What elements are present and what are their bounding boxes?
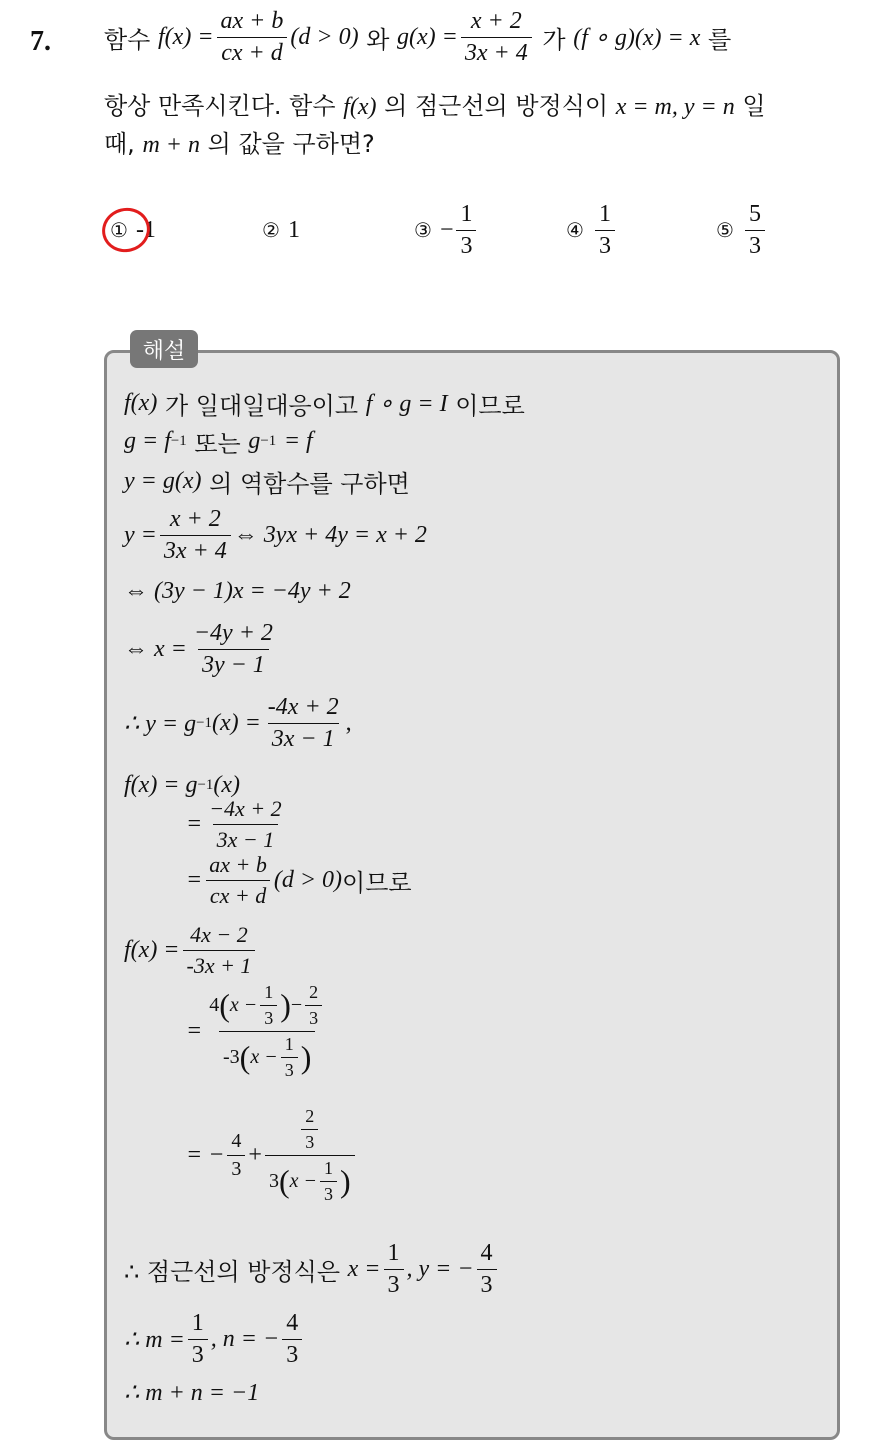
solution-math: y = bbox=[124, 522, 157, 548]
question-text: 때, bbox=[104, 130, 135, 158]
question-word: 가 bbox=[542, 26, 566, 54]
choice-marker: ① bbox=[110, 218, 128, 242]
solution-text: 또는 bbox=[194, 430, 241, 458]
solution-line bbox=[124, 1310, 305, 1369]
numerator: 4 bbox=[480, 1240, 493, 1266]
right-paren: ) bbox=[300, 1039, 312, 1075]
numerator: 2 bbox=[309, 982, 319, 1002]
choice-numerator: 1 bbox=[598, 200, 611, 227]
solution-math: = bbox=[186, 867, 203, 893]
denominator: 3 bbox=[384, 1269, 404, 1299]
choice-value: -1 bbox=[135, 216, 156, 243]
fraction bbox=[260, 982, 277, 1029]
g-fraction bbox=[461, 8, 532, 67]
question-math: x = m, y = n bbox=[615, 94, 735, 120]
solution-math: (d > 0) bbox=[273, 867, 343, 893]
numerator: 4 bbox=[231, 1130, 242, 1152]
operator: + bbox=[248, 1142, 262, 1168]
denominator: 3x + 4 bbox=[160, 535, 231, 565]
choice-fraction bbox=[456, 201, 476, 260]
fraction bbox=[477, 1240, 497, 1299]
denominator: 3 bbox=[227, 1155, 245, 1181]
choice-3[interactable] bbox=[414, 200, 479, 260]
choice-numerator: 1 bbox=[460, 200, 473, 227]
fraction bbox=[282, 1310, 302, 1369]
choice-fraction bbox=[745, 201, 765, 260]
solution-math: (x) = bbox=[211, 710, 261, 736]
superscript: −1 bbox=[260, 433, 277, 449]
solution-text: 가 일대일대응이고 bbox=[164, 392, 359, 420]
numerator: −4y + 2 bbox=[193, 620, 273, 646]
denominator bbox=[265, 1155, 355, 1205]
solution-math: ∴ m = bbox=[124, 1327, 185, 1353]
denominator: 3 bbox=[188, 1339, 208, 1369]
coefficient: 3 bbox=[268, 1170, 279, 1192]
numerator: −4x + 2 bbox=[209, 796, 282, 821]
choice-2[interactable] bbox=[262, 200, 300, 260]
numerator: -4x + 2 bbox=[267, 694, 339, 720]
question-word: 를 bbox=[708, 26, 732, 54]
question-text: 항상 만족시킨다. 함수 bbox=[104, 92, 336, 120]
solution-math: ∴ y = g bbox=[124, 711, 197, 737]
solution-line bbox=[186, 852, 412, 909]
numerator: 2 bbox=[305, 1106, 315, 1126]
denominator: 3y − 1 bbox=[198, 649, 269, 679]
term: x − bbox=[229, 994, 258, 1016]
solution-math: x = bbox=[347, 1256, 381, 1282]
fraction bbox=[205, 852, 271, 909]
coefficient: -3 bbox=[223, 1046, 240, 1068]
fraction bbox=[160, 506, 231, 565]
solution-math: = f bbox=[283, 428, 313, 454]
numerator: ax + b bbox=[209, 852, 267, 877]
fraction bbox=[183, 922, 256, 979]
numerator: 1 bbox=[284, 1034, 294, 1054]
question-text: 의 점근선의 방정식이 bbox=[384, 92, 609, 120]
fraction bbox=[205, 796, 285, 853]
superscript: −1 bbox=[196, 715, 212, 731]
solution-math: ⇔ x = bbox=[124, 636, 187, 662]
superscript: −1 bbox=[197, 777, 214, 793]
term: x − bbox=[250, 1046, 278, 1068]
complex-fraction bbox=[205, 982, 329, 1081]
numerator: 1 bbox=[191, 1310, 204, 1336]
fraction bbox=[264, 694, 343, 753]
solution-line bbox=[124, 578, 351, 605]
question-text: 일 bbox=[742, 92, 766, 120]
choice-4[interactable] bbox=[566, 200, 618, 260]
solution-line bbox=[186, 982, 332, 1081]
numerator bbox=[294, 1106, 325, 1155]
right-paren: ) bbox=[339, 1163, 351, 1199]
denominator: 3 bbox=[320, 1181, 337, 1205]
fraction bbox=[188, 1310, 208, 1369]
operator: − bbox=[290, 994, 303, 1016]
question-text: 의 값을 구하면? bbox=[207, 130, 375, 158]
denominator: -3x + 1 bbox=[183, 950, 256, 979]
left-paren: ( bbox=[278, 1163, 290, 1199]
term: x − bbox=[289, 1170, 317, 1192]
fraction bbox=[190, 620, 277, 679]
solution-math: ⇔ (3y − 1)x = −4y + 2 bbox=[124, 578, 351, 604]
solution-line bbox=[124, 694, 352, 753]
f-definition: f(x) = bbox=[158, 24, 214, 50]
denominator: cx + d bbox=[206, 880, 270, 909]
solution-math: = bbox=[186, 811, 203, 837]
choice-5[interactable] bbox=[716, 200, 768, 260]
choice-fraction bbox=[595, 201, 615, 260]
numerator bbox=[205, 982, 329, 1031]
solution-line bbox=[124, 1378, 259, 1407]
denominator: 3x − 1 bbox=[268, 723, 339, 753]
choice-marker: ③ bbox=[414, 218, 432, 242]
solution-math: = − bbox=[186, 1142, 225, 1168]
fraction bbox=[227, 1130, 245, 1181]
complex-fraction bbox=[265, 1106, 355, 1205]
choice-denominator: 3 bbox=[745, 230, 765, 260]
solution-line bbox=[124, 464, 410, 499]
denominator: 3 bbox=[305, 1005, 322, 1029]
solution-math: f(x) = bbox=[124, 937, 180, 963]
coefficient: 4 bbox=[209, 994, 220, 1016]
numerator: 1 bbox=[387, 1240, 400, 1266]
right-paren: ) bbox=[280, 987, 291, 1023]
numerator: x + 2 bbox=[169, 506, 221, 532]
question-math: f(x) bbox=[343, 94, 377, 120]
g-numerator: x + 2 bbox=[470, 8, 522, 34]
question-line-1 bbox=[104, 8, 731, 67]
question-math: m + n bbox=[142, 132, 200, 158]
solution-text: ∴ 점근선의 방정식은 bbox=[124, 1258, 340, 1286]
numerator: 4x − 2 bbox=[190, 922, 248, 947]
choice-numerator: 5 bbox=[748, 200, 761, 227]
solution-math: , n = − bbox=[210, 1326, 280, 1352]
numerator: 1 bbox=[264, 982, 274, 1002]
fraction bbox=[305, 982, 322, 1029]
left-paren: ( bbox=[239, 1039, 251, 1075]
solution-math: (x) bbox=[213, 772, 240, 798]
denominator: 3 bbox=[477, 1269, 497, 1299]
solution-text: 이므로 bbox=[455, 392, 525, 420]
question-word: 와 bbox=[366, 26, 390, 54]
solution-math: , y = − bbox=[406, 1256, 474, 1282]
question-number: 7. bbox=[30, 26, 51, 57]
choice-value: 1 bbox=[287, 216, 300, 243]
choice-denominator: 3 bbox=[595, 230, 615, 260]
solution-text: 의 역함수를 구하면 bbox=[209, 470, 410, 498]
question-line-3 bbox=[104, 124, 375, 159]
numerator: 4 bbox=[286, 1310, 299, 1336]
solution-math: g = f bbox=[124, 428, 171, 454]
g-definition: g(x) = bbox=[397, 24, 458, 50]
numerator: 1 bbox=[323, 1158, 333, 1178]
solution-line bbox=[186, 796, 289, 853]
question-line-2 bbox=[104, 86, 766, 121]
fraction bbox=[320, 1158, 337, 1205]
solution-line bbox=[124, 424, 313, 459]
choice-marker: ④ bbox=[566, 218, 584, 242]
solution-line bbox=[124, 922, 258, 979]
solution-line bbox=[124, 386, 525, 421]
composition-equation: (f ∘ g)(x) = x bbox=[573, 25, 701, 51]
choice-marker: ② bbox=[262, 218, 280, 242]
solution-math: g bbox=[248, 428, 261, 454]
fraction bbox=[384, 1240, 404, 1299]
solution-math: f(x) = g bbox=[124, 772, 198, 798]
denominator: 3 bbox=[281, 1057, 298, 1081]
denominator: 3 bbox=[301, 1129, 318, 1153]
solution-tag: 해설 bbox=[130, 330, 198, 368]
solution-math: f ∘ g = I bbox=[365, 391, 448, 417]
denominator: 3 bbox=[282, 1339, 302, 1369]
solution-math: y = g(x) bbox=[124, 468, 202, 494]
solution-line bbox=[124, 506, 427, 565]
f-denominator: cx + d bbox=[217, 37, 287, 67]
solution-line bbox=[124, 620, 280, 679]
choice-sign: − bbox=[439, 216, 454, 243]
solution-text: 이므로 bbox=[342, 869, 412, 897]
solution-line bbox=[124, 1240, 500, 1299]
choice-denominator: 3 bbox=[456, 230, 476, 260]
solution-math: = bbox=[186, 1018, 203, 1044]
solution-line bbox=[186, 1106, 358, 1205]
superscript: −1 bbox=[170, 433, 187, 449]
solution-line bbox=[124, 772, 240, 799]
g-denominator: 3x + 4 bbox=[461, 37, 532, 67]
choice-marker: ⑤ bbox=[716, 218, 734, 242]
denominator: 3 bbox=[260, 1005, 277, 1029]
denominator bbox=[219, 1031, 315, 1081]
fraction bbox=[301, 1106, 318, 1153]
denominator: 3x − 1 bbox=[213, 824, 279, 853]
fraction bbox=[281, 1034, 298, 1081]
solution-math: , bbox=[345, 710, 352, 736]
f-condition: (d > 0) bbox=[290, 24, 359, 50]
question-word: 함수 bbox=[104, 26, 151, 54]
solution-math: ⇔ 3yx + 4y = x + 2 bbox=[233, 522, 427, 548]
solution-math: f(x) bbox=[124, 390, 158, 416]
f-numerator: ax + b bbox=[220, 8, 284, 34]
left-paren: ( bbox=[219, 987, 230, 1023]
solution-math: ∴ m + n = −1 bbox=[124, 1380, 260, 1406]
f-fraction bbox=[217, 8, 288, 67]
